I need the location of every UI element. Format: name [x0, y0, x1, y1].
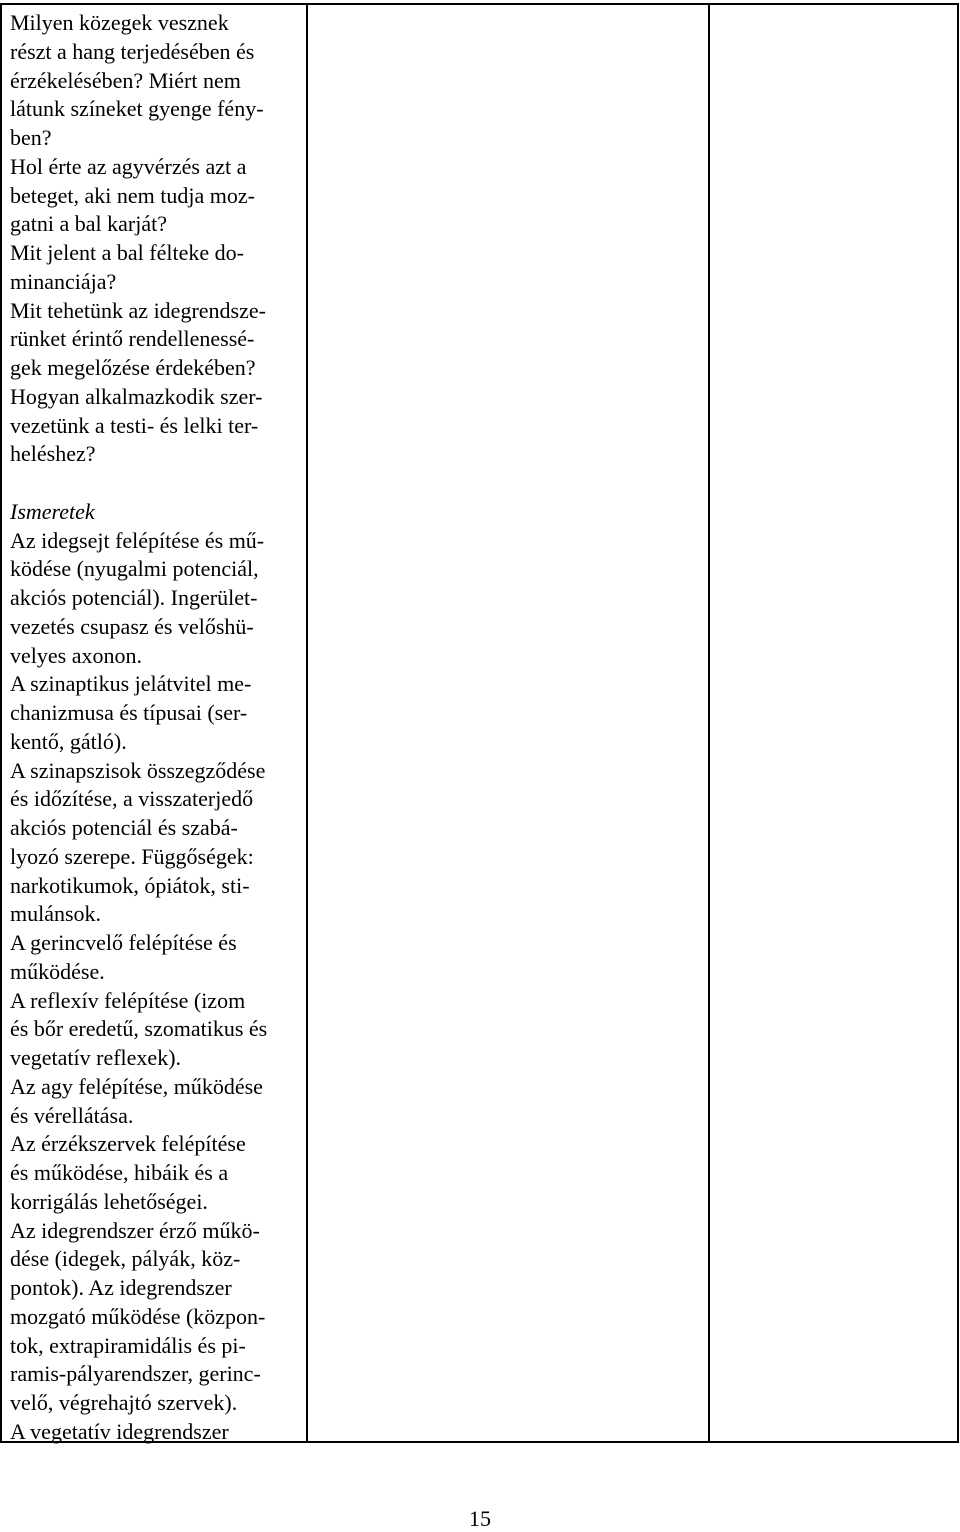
question-line: gek megelőzése érdekében? — [10, 355, 256, 380]
knowledge-line: mozgató működése (közpon- — [10, 1303, 266, 1329]
knowledge-line: akciós potenciál és szabá- — [10, 815, 238, 840]
knowledge-line: vezetés csupasz és velőshü- — [10, 613, 254, 639]
knowledge-line: ködése (nyugalmi potenciál, — [10, 556, 259, 582]
knowledge-line: Az agy felépítése, működése — [10, 1073, 263, 1099]
question-line: minanciája? — [10, 268, 117, 294]
question-line: gatni a bal karját? — [10, 211, 167, 237]
question-line: ben? — [10, 125, 52, 150]
knowledge-line: A gerincvelő felépítése és — [10, 930, 237, 955]
section-gap — [10, 469, 306, 498]
page-number: 15 — [469, 1506, 491, 1531]
knowledge-line: narkotikumok, ópiátok, sti- — [10, 872, 250, 898]
question-line: részt a hang terjedésében és — [10, 38, 255, 64]
question-line: rünket érintő rendellenessé- — [10, 326, 255, 352]
knowledge-line: velő, végrehajtó szervek). — [10, 1390, 238, 1415]
knowledge-line: és vérellátása. — [10, 1102, 134, 1128]
knowledge-line: A vegetatív idegrendszer — [10, 1418, 229, 1444]
empty-column-middle — [308, 5, 710, 1441]
knowledge-line: Az érzékszervek felépítése — [10, 1131, 246, 1157]
knowledge-line: ramis-pályarendszer, gerinc- — [10, 1361, 261, 1387]
knowledge-line: lyozó szerepe. Függőségek: — [10, 843, 254, 869]
knowledge-line: dése (idegek, pályák, köz- — [10, 1246, 241, 1272]
knowledge-line: Az idegsejt felépítése és mű- — [10, 527, 265, 553]
question-line: Milyen közegek vesznek — [10, 10, 229, 35]
knowledge-line: működése. — [10, 958, 105, 984]
question-line: Mit jelent a bal félteke do- — [10, 240, 244, 265]
knowledge-line: chanizmusa és típusai (ser- — [10, 700, 248, 725]
knowledge-line: és időzítése, a visszaterjedő — [10, 786, 254, 812]
question-line: Hogyan alkalmazkodik szer- — [10, 383, 263, 409]
question-line: látunk színeket gyenge fény- — [10, 96, 264, 122]
knowledge-line: A reflexív felépítése (izom — [10, 987, 246, 1013]
knowledge-line: és működése, hibáik és a — [10, 1160, 229, 1185]
knowledge-list — [10, 527, 306, 1447]
knowledge-line: és bőr eredetű, szomatikus és — [10, 1016, 268, 1042]
question-line: beteget, aki nem tudja moz- — [10, 182, 255, 208]
knowledge-line: korrigálás lehetőségei. — [10, 1188, 208, 1214]
knowledge-line: tok, extrapiramidális és pi- — [10, 1332, 246, 1358]
question-line: heléshez? — [10, 441, 96, 467]
empty-column-right — [710, 5, 957, 1441]
knowledge-line: A szinaptikus jelátvitel me- — [10, 671, 252, 697]
question-line: vezetünk a testi- és lelki ter- — [10, 412, 259, 438]
knowledge-line: velyes axonon. — [10, 642, 142, 668]
knowledge-heading: Ismeretek — [10, 498, 95, 524]
knowledge-line: Az idegrendszer érző műkö- — [10, 1217, 260, 1243]
problem-questions — [10, 9, 306, 469]
question-line: érzékelésében? Miért nem — [10, 67, 241, 93]
question-line: Hol érte az agyvérzés azt a — [10, 153, 247, 179]
knowledge-line: vegetatív reflexek). — [10, 1045, 182, 1070]
knowledge-line: mulánsok. — [10, 901, 102, 927]
curriculum-table — [0, 3, 959, 1443]
knowledge-line: kentő, gátló). — [10, 728, 127, 754]
knowledge-line: akciós potenciál). Ingerület- — [10, 585, 258, 610]
knowledge-line: pontok). Az idegrendszer — [10, 1275, 232, 1300]
question-line: Mit tehetünk az idegrendsze- — [10, 297, 266, 323]
knowledge-line: A szinapszisok összegződése — [10, 757, 266, 783]
topics-column — [2, 5, 308, 1444]
